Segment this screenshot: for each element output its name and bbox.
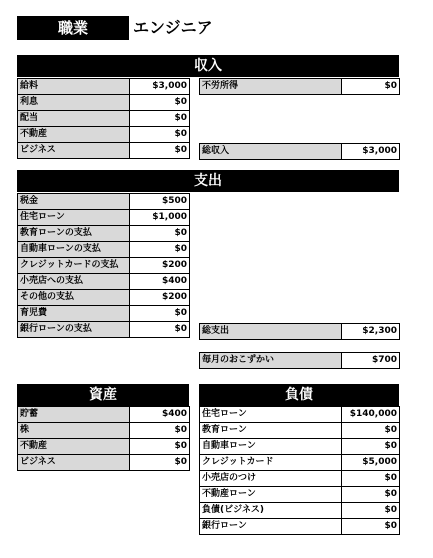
- table-row: [200, 353, 400, 369]
- liability-bankloan-label: 銀行ローン: [200, 519, 342, 535]
- table-row: [18, 210, 190, 226]
- cashflow-table: [199, 352, 400, 369]
- income-dividend-label: 配当: [18, 111, 130, 127]
- income-dividend-value: $0: [130, 111, 190, 127]
- liability-education-label: 教育ローン: [200, 423, 342, 439]
- passive-income-label: 不労所得: [200, 79, 342, 95]
- table-row: [18, 290, 190, 306]
- expense-childcare-value: $0: [130, 306, 190, 322]
- expenses-header: 支出: [17, 170, 399, 192]
- liability-business-label: 負債(ビジネス): [200, 503, 342, 519]
- expense-credit-value: $200: [130, 258, 190, 274]
- expense-car-label: 自動車ローンの支払: [18, 242, 130, 258]
- liability-car-value: $0: [342, 439, 400, 455]
- total-income-value: $3,000: [342, 144, 400, 160]
- total-income-label: 総収入: [200, 144, 342, 160]
- liability-education-value: $0: [342, 423, 400, 439]
- liability-mortgage-value: $140,000: [342, 407, 400, 423]
- liabilities-header: 負債: [199, 384, 399, 406]
- asset-stocks-value: $0: [130, 423, 190, 439]
- assets-header: 資産: [17, 384, 189, 406]
- liability-credit-label: クレジットカード: [200, 455, 342, 471]
- table-row: [200, 144, 400, 160]
- table-row: [18, 95, 190, 111]
- table-row: [18, 79, 190, 95]
- liability-business-value: $0: [342, 503, 400, 519]
- table-row: [18, 242, 190, 258]
- table-row: [18, 274, 190, 290]
- table-row: [200, 324, 400, 340]
- liability-bankloan-value: $0: [342, 519, 400, 535]
- income-salary-label: 給料: [18, 79, 130, 95]
- asset-business-value: $0: [130, 455, 190, 471]
- passive-income-value: $0: [342, 79, 400, 95]
- asset-business-label: ビジネス: [18, 455, 130, 471]
- expenses-table: [17, 193, 190, 338]
- total-income-table: [199, 143, 400, 160]
- passive-income-table: [199, 78, 400, 95]
- expense-mortgage-label: 住宅ローン: [18, 210, 130, 226]
- expense-other-label: その他の支払: [18, 290, 130, 306]
- table-row: [18, 111, 190, 127]
- income-salary-value: $3,000: [130, 79, 190, 95]
- expense-car-value: $0: [130, 242, 190, 258]
- job-value: エンジニア: [133, 18, 213, 37]
- income-business-label: ビジネス: [18, 143, 130, 159]
- expense-retail-label: 小売店への支払: [18, 274, 130, 290]
- liability-realestate-value: $0: [342, 487, 400, 503]
- table-row: [200, 79, 400, 95]
- assets-table: [17, 406, 190, 471]
- asset-savings-value: $400: [130, 407, 190, 423]
- asset-realestate-label: 不動産: [18, 439, 130, 455]
- table-row: [18, 322, 190, 338]
- liability-retail-label: 小売店のつけ: [200, 471, 342, 487]
- cashflow-label: 毎月のおこずかい: [200, 353, 342, 369]
- table-row: [18, 127, 190, 143]
- expense-credit-label: クレジットカードの支払: [18, 258, 130, 274]
- income-table: [17, 78, 190, 159]
- liability-realestate-label: 不動産ローン: [200, 487, 342, 503]
- income-interest-label: 利息: [18, 95, 130, 111]
- expense-mortgage-value: $1,000: [130, 210, 190, 226]
- table-row: [200, 407, 400, 423]
- expense-bankloan-label: 銀行ローンの支払: [18, 322, 130, 338]
- liability-car-label: 自動車ローン: [200, 439, 342, 455]
- table-row: [200, 423, 400, 439]
- liability-credit-value: $5,000: [342, 455, 400, 471]
- table-row: [200, 439, 400, 455]
- total-expenses-label: 総支出: [200, 324, 342, 340]
- expense-tax-value: $500: [130, 194, 190, 210]
- table-row: [18, 423, 190, 439]
- asset-stocks-label: 株: [18, 423, 130, 439]
- total-expenses-value: $2,300: [342, 324, 400, 340]
- table-row: [200, 455, 400, 471]
- total-expenses-table: [199, 323, 400, 340]
- table-row: [200, 471, 400, 487]
- table-row: [18, 226, 190, 242]
- table-row: [200, 487, 400, 503]
- expense-childcare-label: 育児費: [18, 306, 130, 322]
- table-row: [18, 194, 190, 210]
- expense-education-label: 教育ローンの支払: [18, 226, 130, 242]
- income-interest-value: $0: [130, 95, 190, 111]
- table-row: [18, 455, 190, 471]
- job-label: 職業: [17, 16, 129, 40]
- table-row: [200, 519, 400, 535]
- cashflow-value: $700: [342, 353, 400, 369]
- table-row: [18, 143, 190, 159]
- expense-other-value: $200: [130, 290, 190, 306]
- liability-mortgage-label: 住宅ローン: [200, 407, 342, 423]
- table-row: [18, 258, 190, 274]
- table-row: [200, 503, 400, 519]
- table-row: [18, 407, 190, 423]
- income-realestate-label: 不動産: [18, 127, 130, 143]
- asset-savings-label: 貯蓄: [18, 407, 130, 423]
- expense-tax-label: 税金: [18, 194, 130, 210]
- expense-bankloan-value: $0: [130, 322, 190, 338]
- income-header: 収入: [17, 55, 399, 77]
- expense-retail-value: $400: [130, 274, 190, 290]
- income-business-value: $0: [130, 143, 190, 159]
- liabilities-table: [199, 406, 400, 535]
- asset-realestate-value: $0: [130, 439, 190, 455]
- table-row: [18, 439, 190, 455]
- expense-education-value: $0: [130, 226, 190, 242]
- table-row: [18, 306, 190, 322]
- liability-retail-value: $0: [342, 471, 400, 487]
- income-realestate-value: $0: [130, 127, 190, 143]
